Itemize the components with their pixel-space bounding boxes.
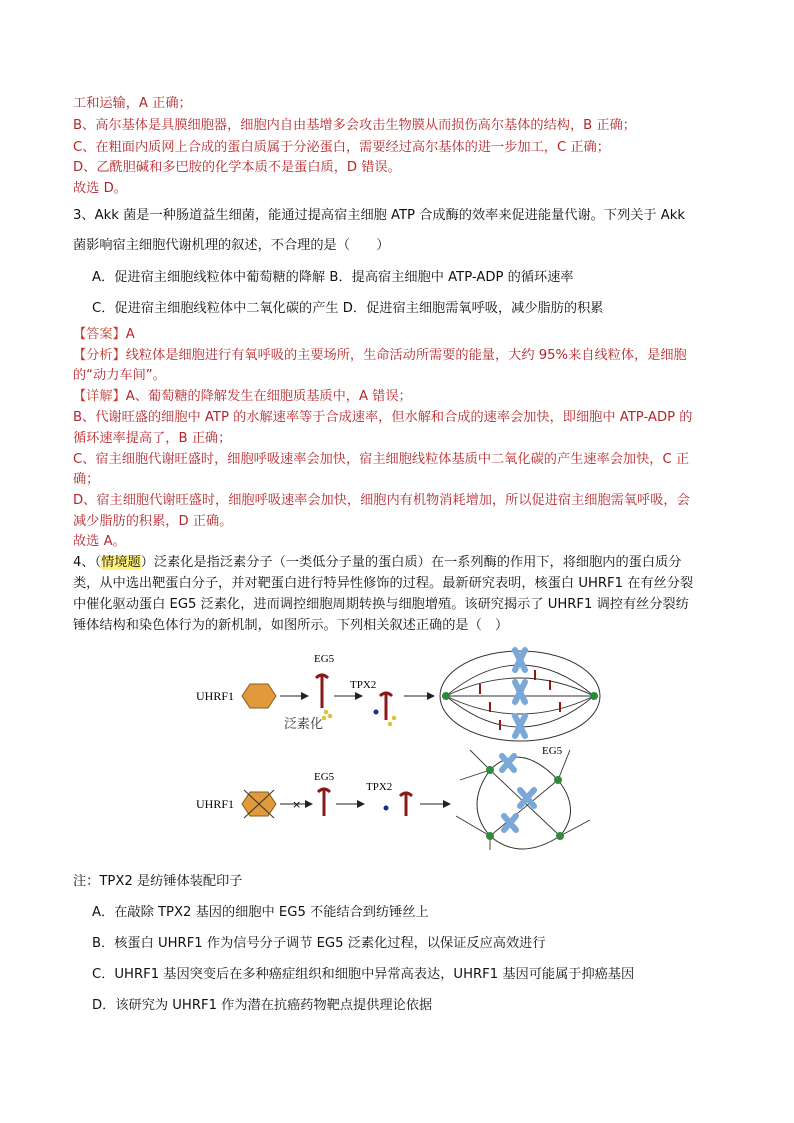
q4-stem-line-3: 中催化驱动蛋白 EG5 泛素化，进而调控细胞周期转换与细胞增殖。该研究揭示了 UHRF1 调控有丝分裂纺 bbox=[73, 597, 689, 612]
uhrf1-label-top: UHRF1 bbox=[196, 689, 235, 703]
ubiquitination-label: 泛素化 bbox=[284, 717, 324, 732]
eg5-unmodified-icon bbox=[318, 788, 330, 816]
analysis-tag: 【分析】 bbox=[73, 348, 126, 363]
tpx2-eg5-complex-icon bbox=[374, 692, 397, 726]
blocked-mark: × bbox=[292, 798, 302, 811]
detail-tag: 【详解】 bbox=[73, 389, 126, 404]
q3-options-ab: A．促进宿主细胞线粒体中葡萄糖的降解 B．提高宿主细胞中 ATP-ADP 的循环速率 bbox=[92, 270, 574, 285]
prev-answer-line-c: C、在粗面内质网上合成的蛋白质属于分泌蛋白，需要经过高尔基体的进一步加工，C 正确； bbox=[73, 140, 610, 155]
q4-option-d: D．该研究为 UHRF1 作为潜在抗癌药物靶点提供理论依据 bbox=[92, 998, 433, 1013]
tpx2-icon bbox=[384, 806, 389, 811]
q4-note: 注：TPX2 是纺锤体装配印子 bbox=[73, 874, 243, 889]
prev-answer-line-b: B、高尔基体是具膜细胞器，细胞内自由基增多会攻击生物膜从而损伤高尔基体的结构，B 正确； bbox=[73, 118, 636, 133]
multipolar-spindle-icon bbox=[456, 750, 590, 850]
q4-stem-line-4: 锤体结构和染色体行为的新机制，如图所示。下列相关叙述正确的是（ ） bbox=[73, 618, 509, 633]
q3-stem-line-1: 3、Akk 菌是一种肠道益生细菌，能通过提高宿主细胞 ATP 合成酶的效率来促进能量代谢。下列关于 Akk bbox=[73, 208, 686, 223]
q3-detail-d2: 减少脂肪的积累，D 正确。 bbox=[73, 514, 233, 529]
ubiquitination-diagram bbox=[190, 640, 620, 860]
q4-option-a: A．在敲除 TPX2 基因的细胞中 EG5 不能结合到纺锤丝上 bbox=[92, 905, 429, 920]
bipolar-spindle-icon bbox=[440, 650, 600, 741]
q4-stem-line-2: 类，从中选出靶蛋白分子，并对靶蛋白进行特异性修饰的过程。最新研究表明，核蛋白 UHRF1 在有丝分裂 bbox=[73, 576, 694, 591]
q4-number: 4、（ bbox=[73, 555, 102, 570]
detail-a-text: A、葡萄糖的降解发生在细胞质基质中，A 错误； bbox=[125, 389, 412, 404]
tpx2-label-bottom: TPX2 bbox=[366, 781, 393, 793]
q3-detail-d1: D、宿主细胞代谢旺盛时，细胞呼吸速率会加快，细胞内有机物消耗增加，所以促进宿主细胞需氧呼吸，会 bbox=[73, 493, 690, 508]
q3-detail-c1: C、宿主细胞代谢旺盛时，细胞呼吸速率会加快，宿主细胞线粒体基质中二氧化碳的产生速率会加快，C 正 bbox=[73, 452, 690, 467]
scenario-tag: 情境题 bbox=[101, 555, 141, 570]
eg5-label-top: EG5 bbox=[314, 653, 335, 665]
answer-value: A bbox=[125, 327, 135, 342]
q4-stem-text: ）泛素化是指泛素分子（一类低分子量的蛋白质）在一系列酶的作用下，将细胞内的蛋白质分 bbox=[140, 555, 682, 570]
analysis-text: 线粒体是细胞进行有氧呼吸的主要场所，生命活动所需要的能量，大约 95%来自线粒体，是细胞 bbox=[125, 348, 687, 363]
eg5-label-bottom: EG5 bbox=[314, 771, 335, 783]
uhrf1-hexagon bbox=[242, 684, 276, 708]
eg5-free-icon bbox=[400, 792, 412, 816]
q3-analysis-line-1 bbox=[73, 346, 687, 366]
q4-option-b: B．核蛋白 UHRF1 作为信号分子调节 EG5 泛素化过程，以保证反应高效进行 bbox=[92, 936, 546, 951]
q3-choose: 故选 A。 bbox=[73, 534, 126, 549]
q3-detail-b2: 循环速率提高了，B 正确； bbox=[73, 431, 232, 446]
prev-answer-line-d: D、乙酰胆碱和多巴胺的化学本质不是蛋白质，D 错误。 bbox=[73, 160, 401, 175]
eg5-label-spindle: EG5 bbox=[542, 745, 563, 757]
q3-answer bbox=[73, 325, 135, 345]
q3-analysis-line-2: 的“动力车间”。 bbox=[73, 368, 166, 383]
q4-stem-line-1 bbox=[73, 553, 681, 573]
q3-detail-c2: 确； bbox=[73, 472, 100, 487]
q3-detail-b1: B、代谢旺盛的细胞中 ATP 的水解速率等于合成速率，但水解和合成的速率会加快，即细胞中 ATP-ADP 的 bbox=[73, 410, 693, 425]
eg5-protein-icon bbox=[316, 674, 332, 720]
q3-stem-line-2: 菌影响宿主细胞代谢机理的叙述，不合理的是（ ） bbox=[73, 238, 390, 253]
q3-options-cd: C．促进宿主细胞线粒体中二氧化碳的产生 D．促进宿主细胞需氧呼吸，减少脂肪的积累 bbox=[92, 301, 604, 316]
q4-option-c: C．UHRF1 基因突变后在多种癌症组织和细胞中异常高表达，UHRF1 基因可能属于抑癌基因 bbox=[92, 967, 635, 982]
tpx2-label-top: TPX2 bbox=[350, 679, 377, 691]
prev-answer-line-a: 工和运输，A 正确； bbox=[73, 96, 192, 111]
prev-answer-choose: 故选 D。 bbox=[73, 181, 127, 196]
uhrf1-label-bottom: UHRF1 bbox=[196, 797, 235, 811]
q3-detail-a bbox=[73, 387, 412, 407]
answer-tag: 【答案】 bbox=[73, 327, 126, 342]
